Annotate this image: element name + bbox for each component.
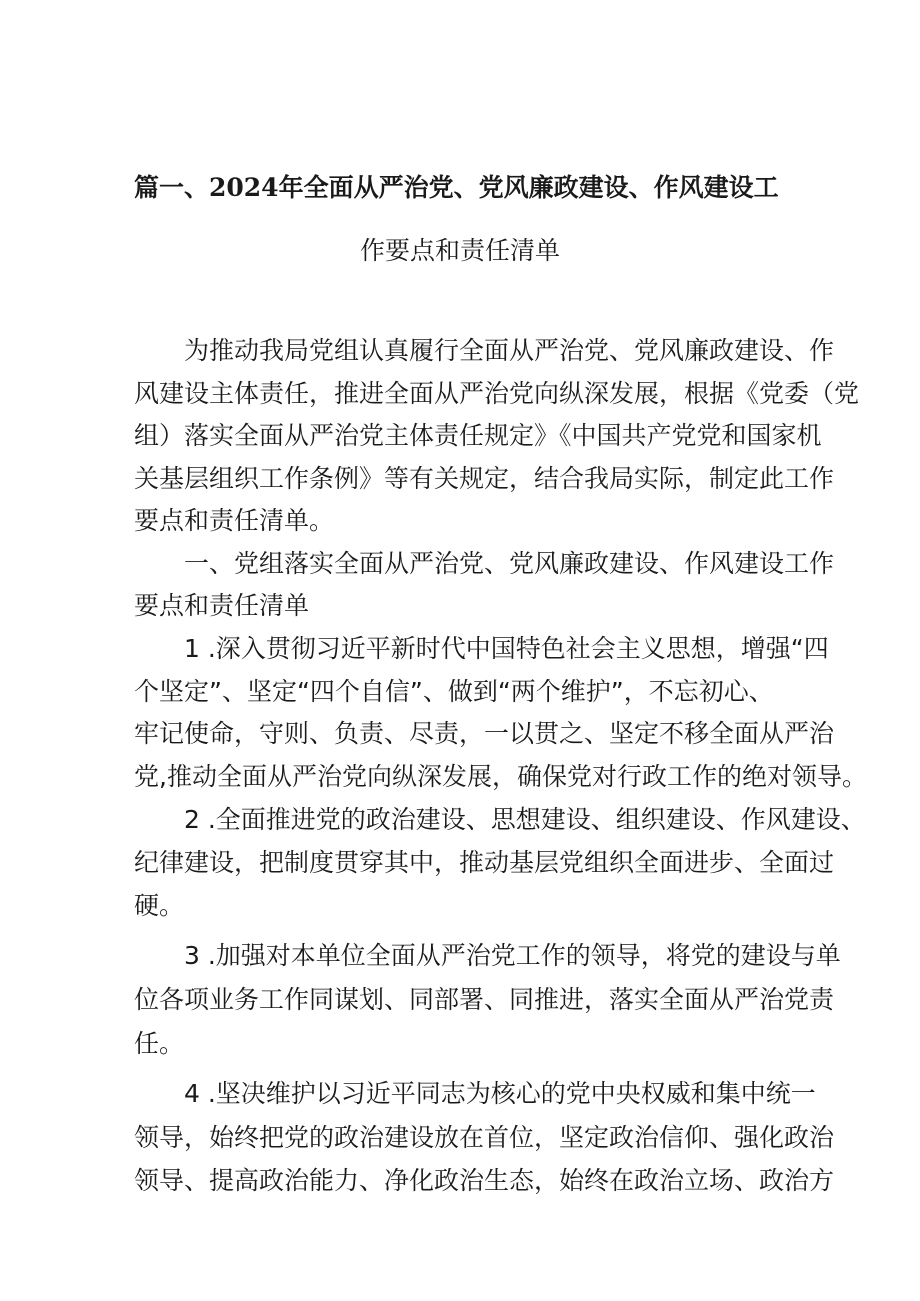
list-item-line: 领导，始终把党的政治建设放在首位，坚定政治信仰、强化政治 xyxy=(134,1123,835,1152)
list-item-line: 党,推动全面从严治党向纵深发展，确保党对行政工作的绝对领导。 xyxy=(134,762,867,791)
paragraph-line: 组）落实全面从严治党主体责任规定》《中国共产党党和国家机 xyxy=(134,421,822,450)
document-title-line-2: 作要点和责任清单 xyxy=(359,236,560,265)
section-heading-line: 一、党组落实全面从严治党、党风廉政建设、作风建设工作 xyxy=(184,549,835,578)
section-heading-line: 要点和责任清单 xyxy=(134,591,310,620)
list-item-line: 硬。 xyxy=(134,891,185,920)
list-item-line: 2 .全面推进党的政治建设、思想建设、组织建设、作风建设、 xyxy=(184,805,866,834)
paragraph-line: 风建设主体责任，推进全面从严治党向纵深发展，根据《党委（党 xyxy=(134,379,860,408)
list-item-line: 牢记使命，守则、负责、尽责，一以贯之、坚定不移全面从严治 xyxy=(134,719,835,748)
list-item-line: 位各项业务工作同谋划、同部署、同推进，落实全面从严治党责 xyxy=(134,985,835,1014)
list-item-line: 1 .深入贯彻习近平新时代中国特色社会主义思想，增强“四 xyxy=(184,634,829,663)
list-item-line: 纪律建设，把制度贯穿其中，推动基层党组织全面进步、全面过 xyxy=(134,848,835,877)
paragraph-line: 要点和责任清单。 xyxy=(134,506,335,535)
list-item-line: 4 .坚决维护以习近平同志为核心的党中央权威和集中统一 xyxy=(184,1079,816,1108)
list-item-line: 个坚定”、坚定“四个自信”、做到“两个维护”，不忘初心、 xyxy=(134,677,774,706)
paragraph-line: 关基层组织工作条例》等有关规定，结合我局实际，制定此工作 xyxy=(134,464,835,493)
document-title-line-1: 篇一、2024年全面从严治党、党风廉政建设、作风建设工 xyxy=(134,173,779,202)
list-item-line: 领导、提高政治能力、净化政治生态，始终在政治立场、政治方 xyxy=(134,1166,835,1195)
paragraph-line: 为推动我局党组认真履行全面从严治党、党风廉政建设、作 xyxy=(184,336,835,365)
list-item-line: 任。 xyxy=(134,1029,185,1058)
list-item-line: 3 .加强对本单位全面从严治党工作的领导，将党的建设与单 xyxy=(184,941,841,970)
